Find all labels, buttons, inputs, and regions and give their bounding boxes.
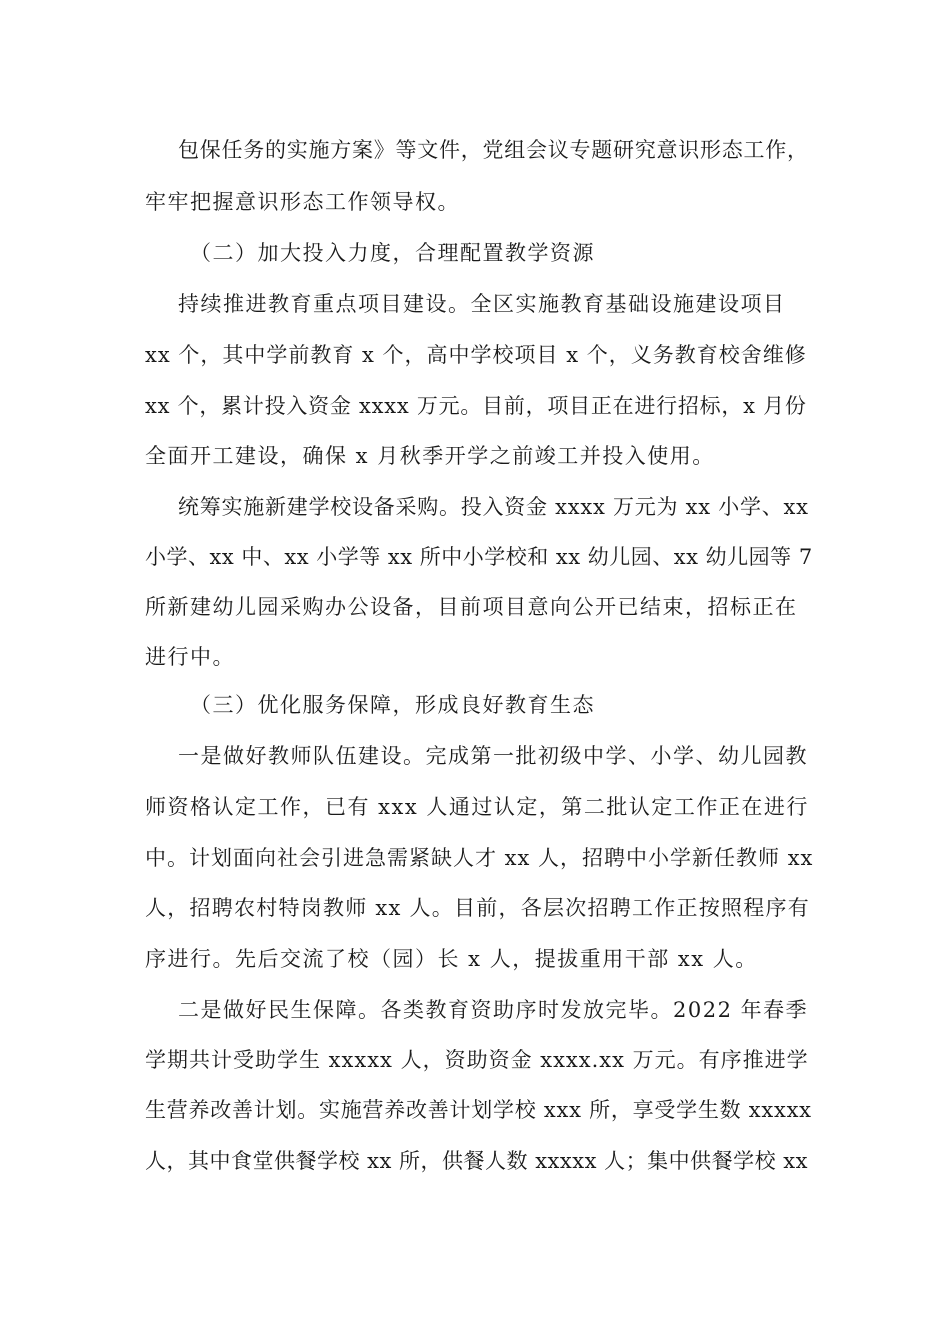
paragraph-line: 师资格认定工作，已有 xxx 人通过认定，第二批认定工作正在进行 — [145, 795, 809, 819]
paragraph-line: 学期共计受助学生 xxxxx 人，资助资金 xxxx.xx 万元。有序推进学 — [145, 1048, 809, 1072]
paragraph-line: xx 个，其中学前教育 x 个，高中学校项目 x 个，义务教育校舍维修 — [145, 343, 807, 367]
paragraph-line: 进行中。 — [145, 645, 235, 669]
paragraph-line: 全面开工建设，确保 x 月秋季开学之前竣工并投入使用。 — [145, 444, 715, 468]
paragraph-line: 中。计划面向社会引进急需紧缺人才 xx 人，招聘中小学新任教师 xx — [145, 846, 814, 870]
paragraph-line: 牢牢把握意识形态工作领导权。 — [145, 190, 460, 214]
paragraph-line: 统筹实施新建学校设备采购。投入资金 xxxx 万元为 xx 小学、xx — [178, 495, 809, 519]
paragraph-line: xx 个，累计投入资金 xxxx 万元。目前，项目正在进行招标，x 月份 — [145, 394, 807, 418]
paragraph-line: 序进行。先后交流了校（园）长 x 人，提拔重用干部 xx 人。 — [145, 947, 758, 971]
paragraph-line: 人，招聘农村特岗教师 xx 人。目前，各层次招聘工作正按照程序有 — [145, 896, 811, 920]
paragraph-line: 人，其中食堂供餐学校 xx 所，供餐人数 xxxxx 人；集中供餐学校 xx — [145, 1149, 808, 1173]
section-heading: （二）加大投入力度，合理配置教学资源 — [190, 241, 595, 265]
paragraph-line: 持续推进教育重点项目建设。全区实施教育基础设施建设项目 — [178, 292, 786, 316]
paragraph-line: 小学、xx 中、xx 小学等 xx 所中小学校和 xx 幼儿园、xx 幼儿园等 7 — [145, 545, 813, 569]
paragraph-line: 二是做好民生保障。各类教育资助序时发放完毕。2022 年春季 — [178, 998, 809, 1022]
paragraph-line: 包保任务的实施方案》等文件，党组会议专题研究意识形态工作， — [178, 138, 809, 162]
section-heading: （三）优化服务保障，形成良好教育生态 — [190, 693, 595, 717]
paragraph-line: 生营养改善计划。实施营养改善计划学校 xxx 所，享受学生数 xxxxx — [145, 1098, 812, 1122]
paragraph-line: 所新建幼儿园采购办公设备，目前项目意向公开已结束，招标正在 — [145, 595, 798, 619]
paragraph-line: 一是做好教师队伍建设。完成第一批初级中学、小学、幼儿园教 — [178, 744, 808, 768]
